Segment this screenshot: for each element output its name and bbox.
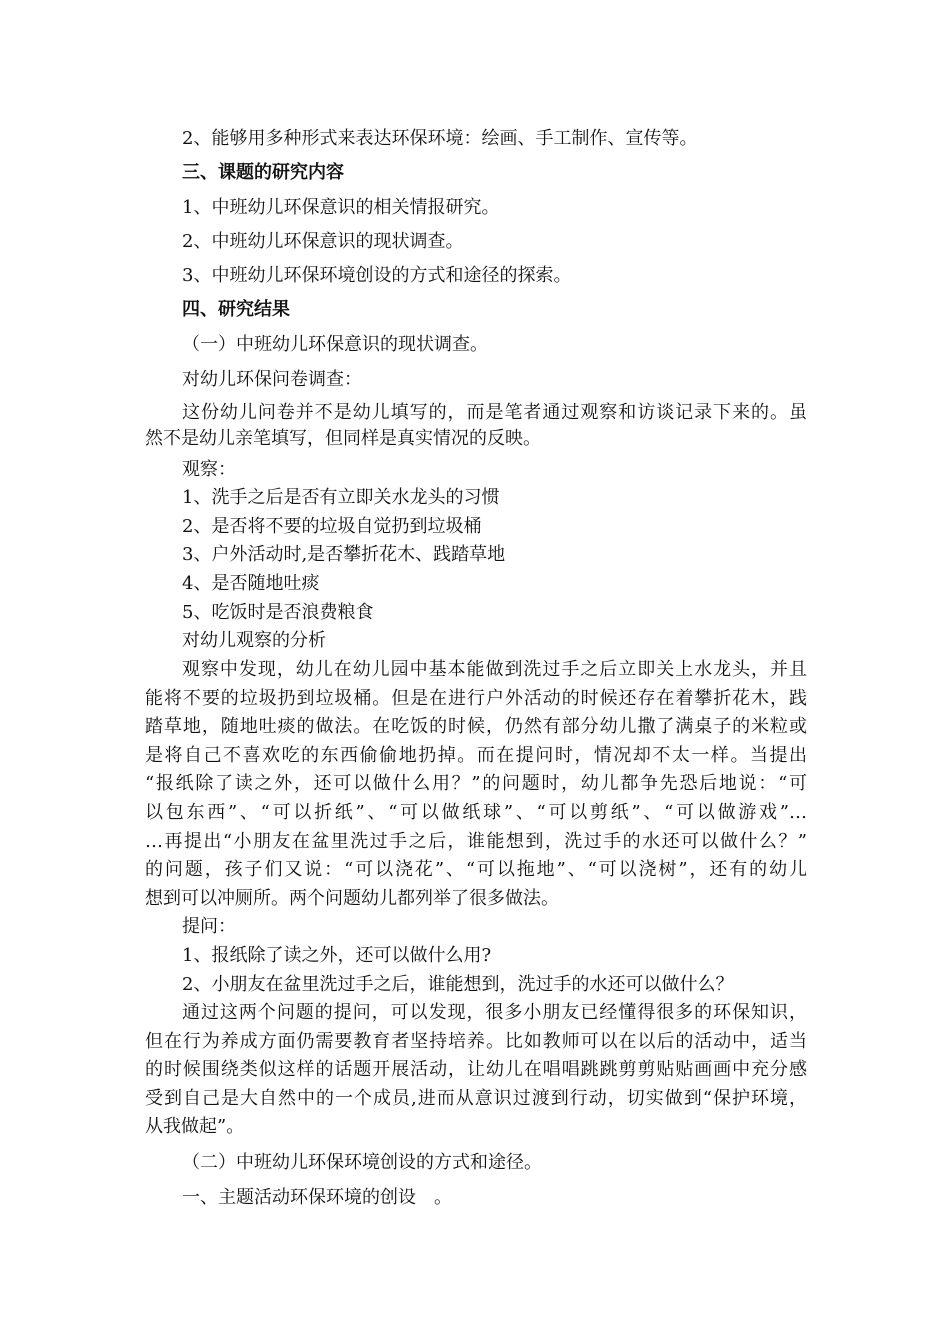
content-item-1: 1、中班幼儿环保意识的相关情报研究。	[182, 197, 500, 218]
section-theme-activity: 一、主题活动环保环境的创设 。	[182, 1187, 452, 1208]
paragraph-line: 能将不要的垃圾扔到垃圾桶。但是在进行户外活动的时候还存在着攀折花木，践	[145, 688, 807, 709]
observation-item-5: 5、吃饭时是否浪费粮食	[182, 602, 374, 623]
paragraph-line: 这份幼儿问卷并不是幼儿填写的，而是笔者通过观察和访谈记录下来的。虽	[182, 402, 807, 423]
observation-item-1: 1、洗手之后是否有立即关水龙头的习惯	[182, 487, 500, 508]
subheading-environment: （二）中班幼儿环保环境创设的方式和途径。	[182, 1152, 542, 1173]
analysis-label: 对幼儿观察的分析	[182, 630, 326, 651]
paragraph-line: 通过这两个问题的提问，可以发现，很多小朋友已经懂得很多的环保知识，	[182, 1002, 807, 1023]
question-item-1: 1、报纸除了读之外，还可以做什么用?	[182, 945, 492, 966]
content-item-3: 3、中班幼儿环保环境创设的方式和途径的探索。	[182, 265, 572, 286]
question-item-2: 2、小朋友在盆里洗过手之后，谁能想到，洗过手的水还可以做什么？	[182, 974, 734, 995]
paragraph-line: 以包东西”、“可以折纸”、“可以做纸球”、“可以剪纸”、“可以做游戏”…	[145, 802, 807, 823]
heading-research-content: 三、课题的研究内容	[182, 162, 344, 183]
subheading-survey: （一）中班幼儿环保意识的现状调查。	[182, 334, 488, 355]
survey-label: 对幼儿环保问卷调查：	[182, 369, 362, 390]
paragraph-line: 的时候围绕类似这样的话题开展活动，让幼儿在唱唱跳跳剪剪贴贴画画中充分感	[145, 1059, 807, 1080]
paragraph-line: 是将自己不喜欢吃的东西偷偷地扔掉。而在提问时，情况却不太一样。当提出	[145, 745, 807, 766]
paragraph-line: “报纸除了读之外，还可以做什么用？”的问题时，幼儿都争先恐后地说：“可	[145, 773, 807, 794]
heading-research-results: 四、研究结果	[182, 299, 290, 320]
paragraph-line: 踏草地，随地吐痰的做法。在吃饭的时候，仍然有部分幼儿撒了满桌子的米粒或	[145, 716, 807, 737]
observation-item-3: 3、户外活动时,是否攀折花木、践踏草地	[182, 544, 506, 565]
observation-label: 观察：	[182, 459, 236, 480]
paragraph-line: 但在行为养成方面仍需要教育者坚持培养。比如教师可以在以后的活动中，适当	[145, 1031, 807, 1052]
paragraph-line: 从我做起”。	[145, 1116, 245, 1137]
observation-item-2: 2、是否将不要的垃圾自觉扔到垃圾桶	[182, 516, 482, 537]
content-item-2: 2、中班幼儿环保意识的现状调查。	[182, 231, 464, 252]
paragraph-line: 观察中发现，幼儿在幼儿园中基本能做到洗过手之后立即关上水龙头，并且	[182, 659, 807, 680]
goal-line-2: 2、能够用多种形式来表达环保环境：绘画、手工制作、宣传等。	[182, 128, 698, 149]
observation-item-4: 4、是否随地吐痰	[182, 573, 320, 594]
paragraph-line: …再提出“小朋友在盆里洗过手之后，谁能想到，洗过手的水还可以做什么？”	[145, 831, 807, 852]
paragraph-line: 想到可以冲厕所。两个问题幼儿都列举了很多做法。	[145, 888, 559, 909]
paragraph-line: 的问题，孩子们又说：“可以浇花”、“可以拖地”、“可以浇树”，还有的幼儿	[145, 859, 807, 880]
paragraph-line: 受到自己是大自然中的一个成员,进而从意识过渡到行动，切实做到“保护环境，	[145, 1088, 807, 1109]
paragraph-line: 然不是幼儿亲笔填写，但同样是真实情况的反映。	[145, 428, 541, 449]
question-label: 提问：	[182, 916, 236, 937]
